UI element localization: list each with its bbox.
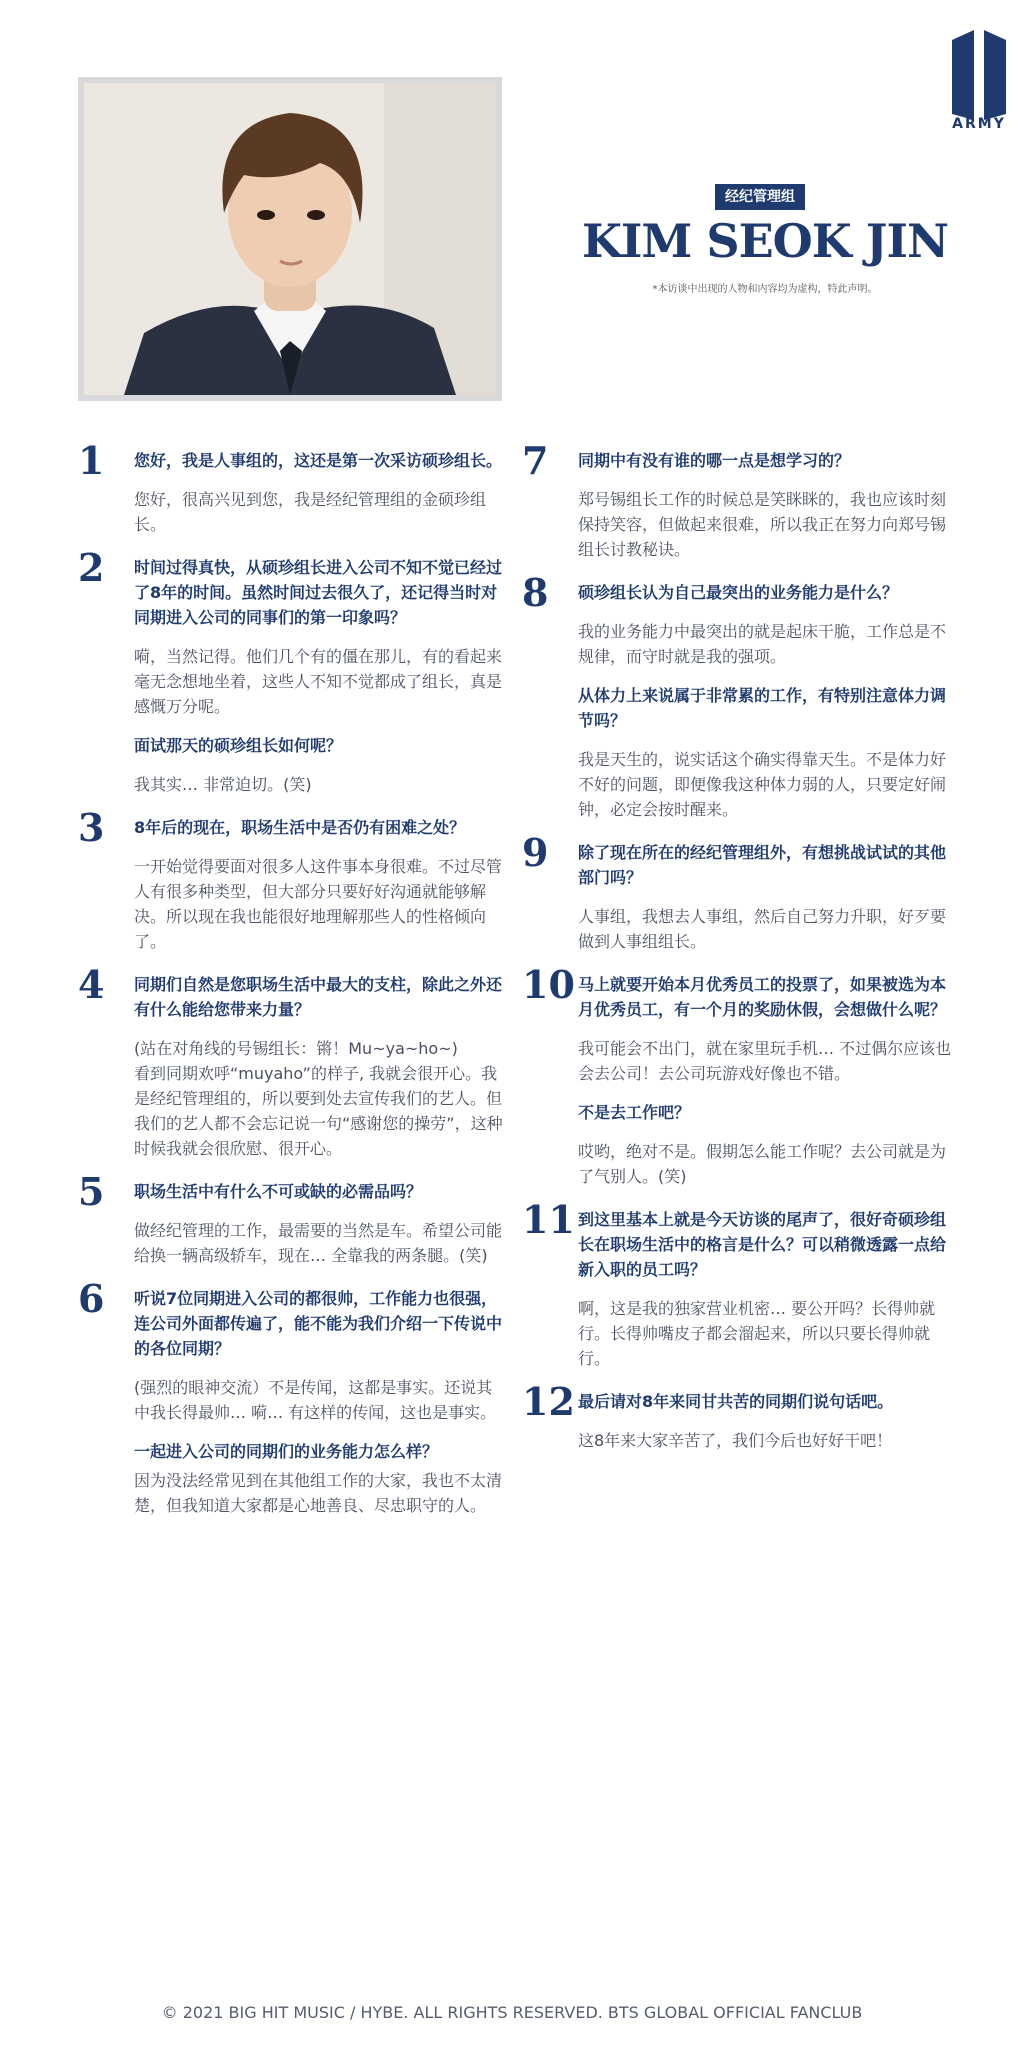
answer-text: 我的业务能力中最突出的就是起床干脆，工作总是不规律，而守时就是我的强项。: [578, 622, 947, 666]
followup-question-text: 一起进入公司的同期们的业务能力怎么样？: [134, 1442, 439, 1461]
logo-text: ARMY: [952, 116, 1006, 132]
left-column: [78, 438, 508, 1536]
question-text: 到这里基本上就是今天访谈的尾声了，很好奇硕珍组长在职场生活中的格言是什么？可以稍微透露一点给新入职的员工吗？: [578, 1210, 947, 1279]
profile-photo-frame: [78, 77, 502, 401]
disclaimer-text: *本访谈中出现的人物和内容均为虚构，特此声明。: [652, 284, 878, 295]
question-number: 2: [78, 545, 105, 590]
question-number: 8: [522, 570, 549, 615]
answer-text: 啊，这是我的独家营业机密… 要公开吗？长得帅就行。长得帅嘴皮子都会溜起来，所以只要长得帅就行。: [578, 1299, 936, 1368]
profile-photo: [84, 83, 496, 395]
question-number: 10: [522, 962, 575, 1007]
question-number: 7: [522, 438, 549, 483]
qa-item: [78, 1276, 508, 1518]
answer-text: 一开始觉得要面对很多人这件事本身很难。不过尽管人有很多种类型，但大部分只要好好沟通就能够解决。所以现在我也能很好地理解那些人的性格倾向了。: [134, 857, 503, 951]
answer-text: 做经纪管理的工作，最需要的当然是车。希望公司能给换一辆高级轿车，现在… 全靠我的两条腿。(笑): [134, 1221, 503, 1265]
followup-answer-text: 我是天生的，说实话这个确实得靠天生。不是体力好不好的问题，即便像我这种体力弱的人，只要定好闹钟，必定会按时醒来。: [578, 750, 947, 819]
answer-text: (站在对角线的号锡组长：锵！Mu~ya~ho~) 看到同期欢呼“muyaho”的样子, 我就会很开心。我是经纪管理组的，所以要到处去宣传我们的艺人。但我们的艺人都不会忘记说一句“感谢您的操劳”，这种时候我就会很欣慰、很开心。: [134, 1039, 503, 1158]
question-number: 4: [78, 962, 105, 1007]
department-badge: 经纪管理组: [715, 184, 805, 210]
answer-text: 您好，很高兴见到您，我是经纪管理组的金硕珍组长。: [134, 490, 487, 534]
question-text: 最后请对8年来同甘共苦的同期们说句话吧。: [578, 1392, 894, 1411]
question-text: 硕珍组长认为自己最突出的业务能力是什么？: [578, 583, 899, 602]
question-number: 1: [78, 438, 105, 483]
question-text: 您好，我是人事组的，这还是第一次采访硕珍组长。: [134, 451, 503, 470]
qa-item: [78, 438, 508, 537]
qa-item: [78, 962, 508, 1161]
question-number: 5: [78, 1169, 105, 1214]
answer-text: 这8年来大家辛苦了，我们今后也好好干吧！: [578, 1431, 893, 1450]
question-number: 12: [522, 1379, 575, 1424]
question-text: 马上就要开始本月优秀员工的投票了，如果被选为本月优秀员工，有一个月的奖励休假，会想做什么呢？: [578, 975, 947, 1019]
right-column: [522, 438, 952, 1471]
followup-question-text: 不是去工作吧？: [578, 1103, 691, 1122]
question-text: 除了现在所在的经纪管理组外，有想挑战试试的其他部门吗？: [578, 843, 947, 887]
question-number: 3: [78, 805, 105, 850]
qa-item: [78, 1169, 508, 1268]
qa-item: [522, 1197, 952, 1371]
copyright-footer: © 2021 BIG HIT MUSIC / HYBE. ALL RIGHTS RESERVED. BTS GLOBAL OFFICIAL FANCLUB: [161, 2003, 863, 2022]
question-number: 6: [78, 1276, 105, 1321]
followup-answer-text: 因为没法经常见到在其他组工作的大家，我也不太清楚，但我知道大家都是心地善良、尽忠职守的人。: [134, 1471, 503, 1515]
qa-item: [78, 545, 508, 797]
question-text: 职场生活中有什么不可或缺的必需品吗？: [134, 1182, 423, 1201]
question-text: 同期们自然是您职场生活中最大的支柱，除此之外还有什么能给您带来力量？: [134, 975, 503, 1019]
qa-item: [522, 438, 952, 562]
answer-text: 人事组，我想去人事组，然后自己努力升职，好歹要做到人事组组长。: [578, 907, 947, 951]
qa-item: [78, 805, 508, 954]
question-number: 11: [522, 1197, 575, 1242]
interviewee-name: KIM SEOK JIN: [581, 214, 949, 268]
question-text: 时间过得真快，从硕珍组长进入公司不知不觉已经过了8年的时间。虽然时间过去很久了，还记得当时对同期进入公司的同事们的第一印象吗？: [134, 558, 503, 627]
question-text: 听说7位同期进入公司的都很帅，工作能力也很强，连公司外面都传遍了，能不能为我们介绍一下传说中的各位同期？: [134, 1289, 503, 1358]
question-number: 9: [522, 830, 549, 875]
answer-text: 嗬，当然记得。他们几个有的僵在那儿，有的看起来毫无念想地坐着，这些人不知不觉都成了组长，真是感慨万分呢。: [134, 647, 503, 716]
qa-item: [522, 570, 952, 822]
qa-item: [522, 830, 952, 954]
answer-text: 郑号锡组长工作的时候总是笑眯眯的，我也应该时刻保持笑容，但做起来很难，所以我正在努力向郑号锡组长讨教秘诀。: [578, 490, 947, 559]
question-text: 8年后的现在，职场生活中是否仍有困难之处？: [134, 818, 466, 837]
answer-text: 我可能会不出门，就在家里玩手机… 不过偶尔应该也会去公司！去公司玩游戏好像也不错。: [578, 1039, 952, 1083]
followup-answer-text: 我其实… 非常迫切。(笑): [134, 775, 312, 794]
qa-item: [522, 1379, 952, 1453]
followup-question-text: 面试那天的硕珍组长如何呢？: [134, 736, 343, 755]
answer-text: (强烈的眼神交流）不是传闻，这都是事实。还说其中我长得最帅… 嗬… 有这样的传闻，这也是事实。: [134, 1378, 497, 1422]
qa-item: [522, 962, 952, 1189]
portrait-illustration: [84, 83, 496, 395]
followup-answer-text: 哎哟，绝对不是。假期怎么能工作呢？去公司就是为了气别人。(笑): [578, 1142, 947, 1186]
question-text: 同期中有没有谁的哪一点是想学习的？: [578, 451, 851, 470]
followup-question-text: 从体力上来说属于非常累的工作，有特别注意体力调节吗？: [578, 686, 947, 730]
